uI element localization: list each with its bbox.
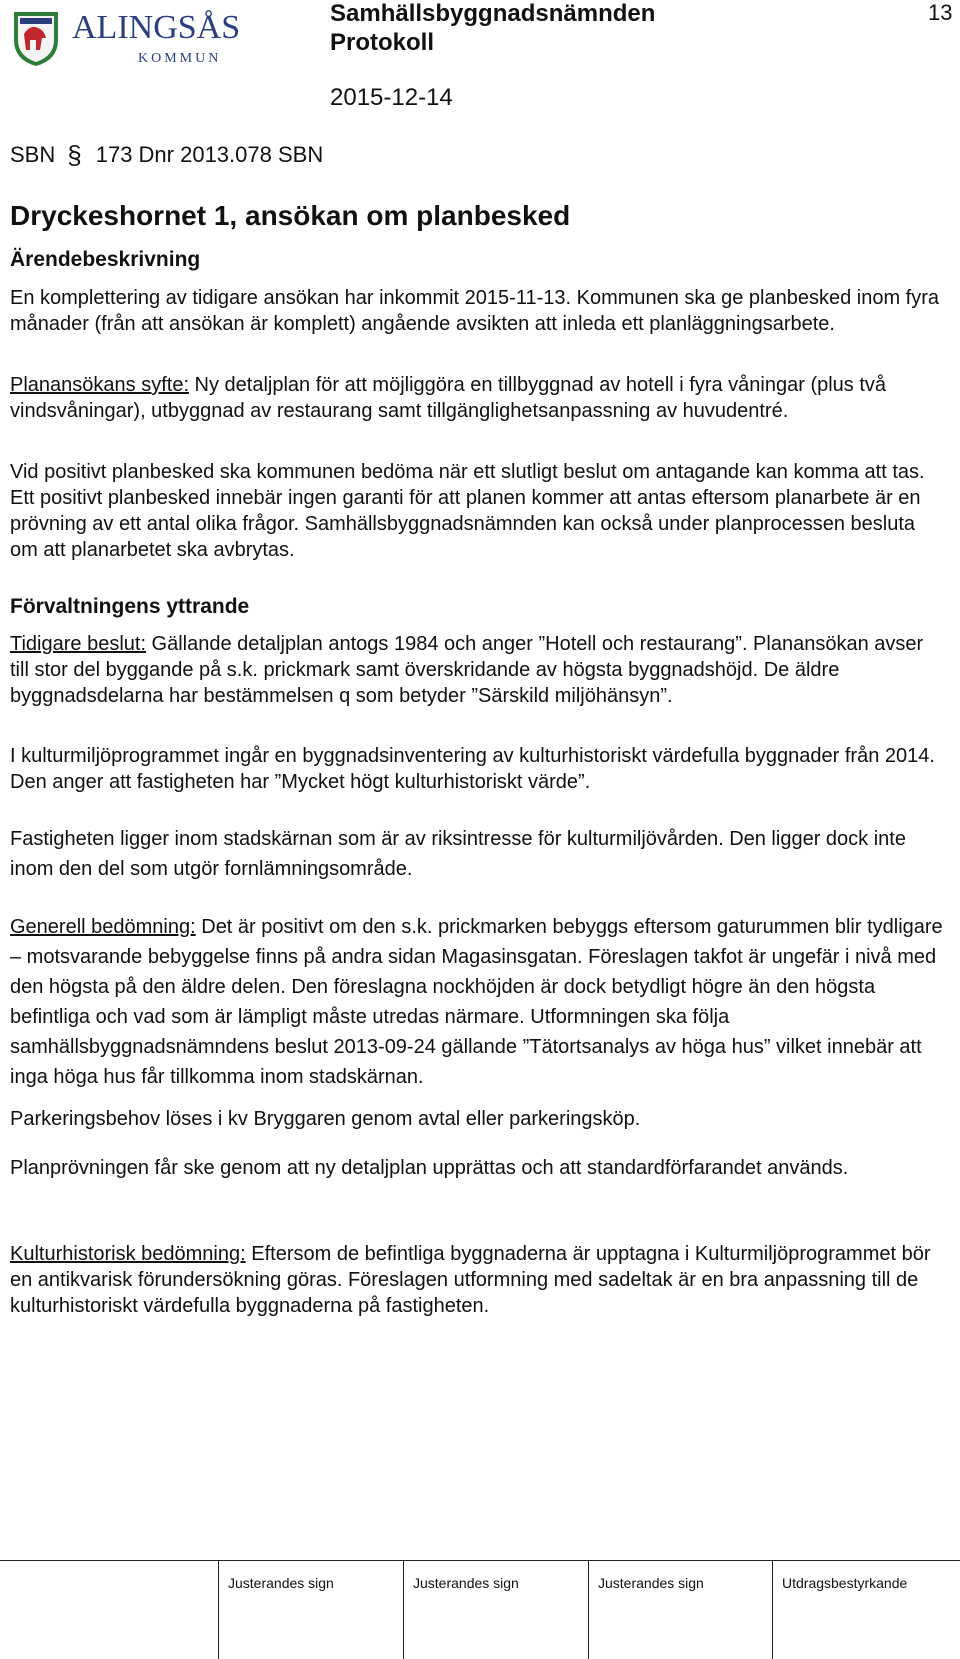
case-reference: 173 Dnr 2013.078 SBN [95,142,324,167]
prior-decision-text: Gällande detaljplan antogs 1984 och anger ”Hotell och restaurang”. Planansökan avser till stor del byggande på s.k. prickmark samt överskridande av högsta byggnadshöjd. De äldre byggnadsdelarna har bestämmelsen q som betyder ”Särskild miljöhänsyn”. [10,633,924,707]
heritage-assessment-paragraph [10,1241,945,1319]
case-title: Dryckeshornet 1, ansökan om planbesked [10,200,571,231]
footer-divider [0,1560,960,1561]
document-type: Protokoll [330,29,435,56]
description-heading: Ärendebeskrivning [10,248,201,271]
prior-decision-label: Tidigare beslut: [10,633,146,655]
parking-paragraph: Parkeringsbehov löses i kv Bryggaren genom avtal eller parkeringsköp. [10,1108,641,1130]
municipality-logo [10,4,290,68]
page-number: 13 [928,0,953,25]
heritage-assessment-label: Kulturhistorisk bedömning: [10,1243,246,1265]
culture-program-paragraph: I kulturmiljöprogrammet ingår en byggnadsinventering av kulturhistoriskt värdefulla byggnader från 2014. Den anger att fastigheten har ”Mycket högt kulturhistoriskt värde”. [10,745,935,793]
extract-certification-field: Utdragsbestyrkande [782,1575,908,1591]
logo-subtext: KOMMUN [138,51,222,66]
section-symbol: § [67,140,82,170]
prior-decision-paragraph [10,631,945,709]
procedure-paragraph: Planprövningen får ske genom att ny detaljplan upprättas och att standardförfarandet används. [10,1157,849,1179]
footer-column-divider [403,1560,404,1659]
coat-of-arms-icon [14,12,58,66]
general-assessment-paragraph [10,912,945,1092]
signature-field-1: Justerandes sign [228,1575,334,1591]
case-prefix: SBN [10,142,56,167]
purpose-label: Planansökans syfte: [10,374,189,396]
description-paragraph-1: En komplettering av tidigare ansökan har inkommit 2015-11-13. Kommunen ska ge planbesked inom fyra månader (från att ansökan är komplett) angående avsikten att inleda ett planläggningsarbete. [10,287,940,335]
footer-column-divider [218,1560,219,1659]
organization-name: Samhällsbyggnadsnämnden [330,0,656,27]
heritage-assessment-text: Eftersom de befintliga byggnaderna är upptagna i Kulturmiljöprogrammet bör en antikvarisk förundersökning göras. Föreslagen utformning med sadeltak är en bra anpassning till de kulturhistoriskt värdefulla byggnaderna på fastigheten. [10,1243,931,1317]
description-paragraph-3: Vid positivt planbesked ska kommunen bedöma när ett slutligt beslut om antagande kan komma att tas. Ett positivt planbesked innebär ingen garanti för att planen kommer att antas eftersom planarbete är en prövning av ett antal olika frågor. Samhällsbyggnadsnämnden kan också under planprocessen besluta om att planarbetet ska avbrytas. [10,461,925,561]
general-assessment-text: Det är positivt om den s.k. prickmarken bebyggs eftersom gaturummen blir tydligare – motsvarande bebyggelse finns på andra sidan Magasinsgatan. Föreslagen takfot är ungefär i nivå med den högsta på den äldre delen. Den föreslagna nockhöjden är dock betydligt högre än den högsta befintliga och vad som är lämpligt måste utredas närmare. Utformningen ska följa samhällsbyggnadsnämndens beslut 2013-09-24 gällande ”Tätortsanalys av höga hus” vilket innebär att inga höga hus får tillkomma inom stadskärnan. [10,916,943,1088]
signature-field-2: Justerandes sign [413,1575,519,1591]
footer-column-divider [772,1560,773,1659]
meeting-date: 2015-12-14 [330,84,453,111]
general-assessment-label: Generell bedömning: [10,916,196,938]
location-paragraph: Fastigheten ligger inom stadskärnan som är av riksintresse för kulturmiljövården. Den ligger dock inte inom den del som utgör fornlämningsområde. [10,828,906,880]
statement-heading: Förvaltningens yttrande [10,595,250,618]
purpose-paragraph [10,372,945,424]
footer-column-divider [588,1560,589,1659]
signature-field-3: Justerandes sign [598,1575,704,1591]
logo-wordmark: ALINGSÅS [72,9,241,46]
purpose-text: Ny detaljplan för att möjliggöra en tillbyggnad av hotell i fyra våningar (plus två vindsvåningar), utbyggnad av restaurang samt tillgänglighetsanpassning av huvudentré. [10,374,887,422]
case-reference-row [10,139,323,169]
